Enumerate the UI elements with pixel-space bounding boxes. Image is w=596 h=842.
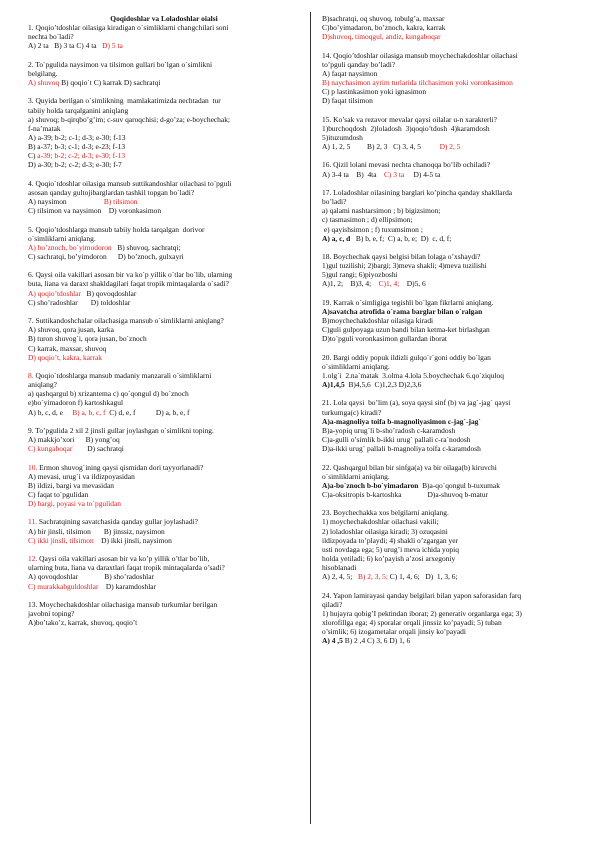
question-block xyxy=(322,591,572,646)
question-line xyxy=(28,115,300,124)
question-line xyxy=(28,243,300,252)
highlighted-answer-text: B) 2, 3, 5; xyxy=(357,572,388,582)
question-line xyxy=(322,371,572,380)
left-column xyxy=(28,14,300,636)
question-line xyxy=(28,334,300,343)
highlighted-answer-text: a-39; b-2; c-2; d-3; e-30; f-13 xyxy=(37,151,126,161)
question-text: f-na’matak xyxy=(28,123,61,133)
question-line xyxy=(322,51,572,60)
question-text: B)moychechakdoshlar oilasiga kiradi xyxy=(322,316,434,326)
question-line xyxy=(322,78,572,87)
question-line xyxy=(322,225,572,234)
highlighted-answer-text: A) qoqio’tdoshlar xyxy=(28,288,81,298)
question-text: o’simlik; 6) izogametalar orqali jinsiy ko’payadi xyxy=(322,627,466,637)
question-text: aniqlang? xyxy=(28,380,57,390)
question-text: qiladi? xyxy=(322,599,343,609)
question-line xyxy=(322,325,572,334)
highlighted-answer-text: C)1, 4; xyxy=(378,279,400,289)
right-question-list xyxy=(322,14,572,646)
question-line xyxy=(322,435,572,444)
question-text: e) qayishsimon ; f) tuxumsimon ; xyxy=(322,224,423,234)
highlighted-answer-text: D)shuvoq, timoqgul, andiz, kungaboqar xyxy=(322,32,441,42)
question-block xyxy=(28,463,300,509)
question-line xyxy=(322,380,572,389)
question-line xyxy=(322,261,572,270)
question-line xyxy=(28,179,300,188)
question-text: 1)gul tuzilishi; 2)bargi; 3)meva shakli; 4)meva tuzilishi xyxy=(322,261,487,271)
question-text: 17. Loladoshlar oilasining barglari ko’pincha qanday shakllarda xyxy=(322,187,513,197)
question-block xyxy=(322,115,572,152)
question-line xyxy=(28,572,300,581)
question-text: 1.olg`i 2.na`matak 3.olma 4.lola 5.boychechak 6.qo`ziquloq xyxy=(322,370,504,380)
question-line xyxy=(28,435,300,444)
question-text: A) qovoqdoshlar B) sho’radoshlar xyxy=(28,572,155,582)
question-line xyxy=(322,14,572,23)
question-line xyxy=(28,517,300,526)
question-line xyxy=(322,408,572,417)
question-block xyxy=(322,508,572,581)
question-text: A)1, 2; B)3, 4; xyxy=(322,279,379,289)
bold-answer-text: A)savatcha atrofida o`rama barglar bilan o`ralgan xyxy=(322,306,483,316)
question-text: D) sachratqi xyxy=(72,444,124,454)
question-line xyxy=(28,160,300,169)
question-line xyxy=(322,527,572,536)
question-line xyxy=(322,508,572,517)
column-divider xyxy=(310,12,311,824)
question-text: A) 3-4 ta B) 4ta xyxy=(322,169,384,179)
highlighted-answer-text: B) naychasimon ayrim turlarida tilchasimon yoki voronkasimon xyxy=(322,78,513,88)
question-text: A)bo’tako’z, karrak, shuvoq, qoqio’t xyxy=(28,618,138,628)
question-line xyxy=(322,545,572,554)
bold-answer-text: A) 4 ,5 xyxy=(322,636,343,646)
question-text: o`simliklarni aniqlang. xyxy=(28,233,96,243)
question-text: hisoblanadi xyxy=(322,563,357,573)
question-line xyxy=(322,618,572,627)
highlighted-answer-text: D) 5 ta xyxy=(102,41,123,51)
highlighted-answer-text: B) a, b, c, f xyxy=(72,407,106,417)
question-text: C) xyxy=(28,151,38,161)
highlighted-answer-text: D) 2, 5 xyxy=(439,142,461,152)
question-text: A) mevasi, urug`i va ildizpoyasidan xyxy=(28,471,135,481)
question-text: bo’ladi? xyxy=(322,197,347,207)
question-line xyxy=(322,206,572,215)
question-text: B)sachratqi, oq shuvoq, tobulg’a, maxsar xyxy=(322,14,445,23)
question-block xyxy=(322,298,572,344)
question-line xyxy=(28,32,300,41)
question-text: 20. Bargi oddiy popuk ildizli gulqo`r`goni oddiy bo`lgan xyxy=(322,352,491,362)
question-text: a) qalami nashtarsimon ; b) bigizsimon; xyxy=(322,206,441,216)
question-block xyxy=(322,398,572,453)
left-question-list xyxy=(28,23,300,627)
question-text: usti novdaga ega; 5) urug’i meva ichida yopiq xyxy=(322,544,459,554)
question-line xyxy=(28,325,300,334)
question-line xyxy=(322,636,572,645)
question-line xyxy=(28,124,300,133)
question-text: C) faqat to`pgulidan xyxy=(28,489,89,499)
question-line xyxy=(322,234,572,243)
question-text: a) qashqargul b) xrizantema c) qo`qongul d) bo`znoch xyxy=(28,389,189,399)
question-line xyxy=(322,115,572,124)
question-text: D) karamdoshlar xyxy=(98,581,157,591)
question-text: buta, liana va daraxt shakldagilari faqat tropik mintaqalarda o`sadi? xyxy=(28,279,229,289)
question-line xyxy=(322,609,572,618)
highlighted-answer-text: C) 3 ta xyxy=(383,169,405,179)
question-text: tabiiy holda tarqalganini aniqlang xyxy=(28,105,129,115)
question-line xyxy=(28,133,300,142)
question-text: B) b, e, f; C) a, b, e; D) c, d, f; xyxy=(350,233,452,243)
highlighted-answer-text: 12. xyxy=(28,554,38,564)
question-text: C) sachratqi, bo’yimdoron D) bo’znoch, gulxayri xyxy=(28,252,184,261)
question-line xyxy=(322,554,572,563)
question-text: 18. Boychechak qaysi belgisi bilan lolaga o’xshaydi? xyxy=(322,251,481,261)
question-block xyxy=(28,426,300,453)
question-line xyxy=(28,353,300,362)
question-text: 6. Qaysi oila vakillari asosan bir va ko`p yillik o`tlar bo`lib, ularning xyxy=(28,270,233,280)
question-text: xlorofillga ega; 4) sporalar orqali jinssiz ko’payadi; 5) tuban xyxy=(322,618,502,628)
question-text: 13. Moychechakdoshlar oilachasiga mansub turkumlar berilgan xyxy=(28,599,218,609)
question-line xyxy=(322,490,572,499)
question-line xyxy=(322,188,572,197)
question-line xyxy=(322,426,572,435)
question-text: to’pguli qanday bo’ladi? xyxy=(322,59,396,69)
question-text: holda yetiladi; 6) ko’payish a’zosi arxegoniy xyxy=(322,554,456,564)
question-line xyxy=(28,536,300,545)
question-text: A) shuvoq, qora jusan, karka xyxy=(28,325,114,335)
question-line xyxy=(28,582,300,591)
question-text: 2) loladoshlar oilasiga kiradi; 3) ozuqasini xyxy=(322,526,448,536)
question-text: C) p lastinkasimon yoki ignasimon xyxy=(322,87,427,97)
question-line xyxy=(322,279,572,288)
question-text: e)bo`yimadoron f) kartoshkagul xyxy=(28,398,124,408)
question-text: C) d, e, f D) a, b, e, f xyxy=(105,407,190,417)
question-text: ildizpoyada to’playdi; 4) shakli o’zgargan yer xyxy=(322,535,458,545)
question-line xyxy=(322,563,572,572)
question-line xyxy=(28,106,300,115)
question-text: B) turon shuvog`i, qora jusan, bo`znoch xyxy=(28,334,147,344)
question-text: A) 2, 4, 5; xyxy=(322,572,358,582)
question-line xyxy=(28,206,300,215)
question-line xyxy=(28,408,300,417)
question-text: C)a-gulli o’simlik b-ikki urug` pallali c-ra`nodosh xyxy=(322,435,471,445)
question-text: C) sho’radoshlar D) toldoshlar xyxy=(28,297,131,307)
question-text: 5)ituzumdosh xyxy=(322,133,363,142)
document-title: Qoqidoshlar va Loladoshlar oialsi xyxy=(110,14,218,23)
question-line xyxy=(28,527,300,536)
question-text: Qoqio`tdoshlarga mansub madaniy manzarali o`simliklarni xyxy=(33,370,212,380)
question-line xyxy=(322,572,572,581)
question-text: B) qovoqdoshlar xyxy=(80,288,137,298)
highlighted-answer-text: C) ikki jinsli, tilsimon xyxy=(28,535,94,545)
highlighted-answer-text: 11. xyxy=(28,517,38,527)
question-text: A) 1, 2, 5 B) 2, 3 C) 3, 4, 5 xyxy=(322,142,440,152)
question-block xyxy=(28,554,300,591)
highlighted-answer-text: D) bargi, poyasi va to`pgulidan xyxy=(28,499,122,509)
question-text: 24. Yapon lamirayasi qanday belgilari bilan yapon saforasidan farq xyxy=(322,590,522,600)
question-line xyxy=(28,298,300,307)
question-text: 1) moychechakdoshlar oilachasi vakili; xyxy=(322,517,439,527)
question-text: D) a-30; b-2; c-2; d-3; e-30; f-7 xyxy=(28,160,122,170)
question-line xyxy=(28,23,300,32)
question-text: A) a-39; b-2; c-1; d-3; e-30; f-13 xyxy=(28,133,126,142)
highlighted-answer-text: 8. xyxy=(28,370,34,380)
question-text: A) b, c, d, e xyxy=(28,407,73,417)
question-line xyxy=(28,563,300,572)
question-line xyxy=(28,444,300,453)
question-line xyxy=(322,124,572,133)
highlighted-answer-text: B) tilsimon xyxy=(103,197,138,207)
question-line xyxy=(322,215,572,224)
question-line xyxy=(28,380,300,389)
question-line xyxy=(28,41,300,50)
question-text: D)to`pguli voronkasimon gullardan iborat xyxy=(322,334,447,344)
question-line xyxy=(322,170,572,179)
question-text: asosan qanday gultojibarglardan tashkil topgan bo`ladi? xyxy=(28,187,195,197)
question-text: Sachratqining savatchasida qanday gullar joylashadi? xyxy=(37,517,198,527)
right-column xyxy=(322,14,572,655)
question-text: Ermon shuvog`ining qaysi qismidan dori tayyorlanadi? xyxy=(37,462,204,472)
question-line xyxy=(322,316,572,325)
question-block xyxy=(322,353,572,390)
question-text: B) ildizi, bargi va mevasidan xyxy=(28,480,114,490)
question-line xyxy=(322,23,572,32)
question-line xyxy=(28,142,300,151)
question-text: D)5, 6 xyxy=(399,279,426,289)
question-text: D) 4-5 ta xyxy=(404,169,441,179)
question-text: 2. To`pgulida naysimon va tilsimon gullari bo`lgan o`simlikni xyxy=(28,59,213,69)
question-line xyxy=(28,316,300,325)
question-block xyxy=(28,60,300,87)
question-text: B)4,5,6 C)1,2,3 D)2,3,6 xyxy=(344,380,422,390)
question-text: 1) hujayra qobig’I pektindan iborat; 2) generativ organlarga ega; 3) xyxy=(322,608,522,618)
question-text: Qaysi oila vakillari asosan bir va ko’p yillik o’tlar bo’lib, xyxy=(37,554,210,564)
question-block xyxy=(28,96,300,169)
question-line xyxy=(28,188,300,197)
question-line xyxy=(322,481,572,490)
question-block xyxy=(28,270,300,307)
question-block xyxy=(322,160,572,178)
question-text: 16. Qizil lolani mevasi nechta chanoqqa bo’lib ochiladi? xyxy=(322,160,491,170)
question-line xyxy=(322,444,572,453)
question-text: A) naysimon xyxy=(28,197,104,207)
question-line xyxy=(322,334,572,343)
question-line xyxy=(28,463,300,472)
question-line xyxy=(322,142,572,151)
question-text: 1)burchoqdosh 2)loladosh 3)qoqio’tdosh 4)karamdosh xyxy=(322,123,490,133)
question-line xyxy=(322,270,572,279)
question-line xyxy=(28,472,300,481)
question-line xyxy=(322,627,572,636)
question-line xyxy=(322,133,572,142)
question-block xyxy=(322,51,572,106)
question-block xyxy=(322,463,572,500)
question-text: belgilang. xyxy=(28,68,58,78)
question-line xyxy=(28,490,300,499)
question-line xyxy=(28,151,300,160)
question-text: C)a-oksitropis b-kartoshka D)a-shuvoq b-matur xyxy=(322,489,489,499)
question-block xyxy=(322,14,572,41)
question-block xyxy=(28,179,300,216)
question-text: 14. Qoqio’tdoshlar oilasiga mansub moychechakdoshlar oilachasi xyxy=(322,50,518,60)
question-line xyxy=(322,517,572,526)
bold-answer-text: A)a-bo`znoch b-bo`yimadaron xyxy=(322,480,419,490)
question-text: a) shuvoq; b-qirqbo’g’im; c-suv qaroqchisi; d-go’za; e-boychechak; xyxy=(28,114,230,124)
highlighted-answer-text: A) bo’znoch, bo`yimodoron xyxy=(28,242,112,252)
question-block xyxy=(28,316,300,362)
question-text: 7. Suttikandoshchalar oilachasiga mansub o`simliklarni aniqlang? xyxy=(28,316,224,326)
question-text: B)a-qo`qongul b-tuxumak xyxy=(418,480,500,490)
question-text: 15. Ko’sak va rezavor mevalar qaysi oilalar u-n xarakterli? xyxy=(322,114,497,124)
question-text: D) faqat tilsimon xyxy=(322,96,373,106)
question-block xyxy=(28,517,300,544)
highlighted-answer-text: C) kungaboqar xyxy=(28,444,73,454)
bold-answer-text: A)1,4,5 xyxy=(322,380,345,390)
question-line xyxy=(28,252,300,261)
question-line xyxy=(28,426,300,435)
question-text: javobni toping? xyxy=(28,608,75,618)
question-text: B)a-yopiq urug`li b-sho’radosh c-karamdosh xyxy=(322,425,456,435)
question-text: 5. Qoqio’tdoshlarga mansub tabiiy holda tarqalgan dorivor xyxy=(28,224,205,234)
question-line xyxy=(322,160,572,169)
question-block xyxy=(322,252,572,289)
question-block xyxy=(322,188,572,243)
question-text: c) tasmasimon ; d) ellipsimon; xyxy=(322,215,413,225)
question-text: ularning buta, liana va daraxtlari faqat tropik mintaqalarda o’sadi? xyxy=(28,563,225,573)
question-line xyxy=(28,499,300,508)
question-line xyxy=(28,225,300,234)
question-line xyxy=(28,60,300,69)
highlighted-answer-text: D) qoqio’t, kakra, karrak xyxy=(28,352,103,362)
question-text: D) ikki jinsli, naysimon xyxy=(93,535,172,545)
question-line xyxy=(28,270,300,279)
question-text: A) faqat naysimon xyxy=(322,68,378,78)
question-line xyxy=(28,69,300,78)
question-text: o`simliklarni aniqlang. xyxy=(322,361,390,371)
question-line xyxy=(322,307,572,316)
question-line xyxy=(28,398,300,407)
question-line xyxy=(28,234,300,243)
question-text: 22. Qashqargul bilan bir sinfga(a) va bir oilaga(b) kiruvchi xyxy=(322,462,497,472)
question-text: B) qoqio`t C) karrak D) sachratqi xyxy=(59,78,161,88)
question-line xyxy=(28,279,300,288)
question-line xyxy=(322,600,572,609)
question-line xyxy=(28,609,300,618)
question-line xyxy=(322,96,572,105)
question-line xyxy=(28,600,300,609)
question-text: 23. Boychechakka xos belgilarni aniqlang. xyxy=(322,508,449,518)
question-line xyxy=(28,96,300,105)
question-text: C) karrak, maxsar, shuvoq xyxy=(28,343,107,353)
question-line xyxy=(28,389,300,398)
question-line xyxy=(322,536,572,545)
question-text: D)a-ikki urug` pallali b-magnoliya toifa c-karamdosh xyxy=(322,444,481,454)
question-line xyxy=(322,463,572,472)
question-text: B) shuvoq, sachratqi; xyxy=(111,242,181,252)
bold-answer-text: A)a-magnoliya toifa b-magnoliyasimon c-jag`-jag` xyxy=(322,416,481,426)
question-line xyxy=(28,618,300,627)
question-text: 4. Qoqio`tdoshlar oilasiga mansub suttikandoshlar oilachasi to`pguli xyxy=(28,178,232,188)
question-text: 5)gul rangi; 6)piyozboshi xyxy=(322,270,398,280)
question-line xyxy=(322,32,572,41)
question-text: C)guli gulpoyaga uzun bandi bilan ketma-ket birlashgan xyxy=(322,325,490,335)
question-text: nechta bo`ladi? xyxy=(28,32,74,42)
question-line xyxy=(28,344,300,353)
question-line xyxy=(28,197,300,206)
question-block xyxy=(28,225,300,262)
highlighted-answer-text: 10. xyxy=(28,462,38,472)
question-text: C) tilsimon va naysimon D) voronkasimon xyxy=(28,206,162,216)
question-line xyxy=(322,69,572,78)
question-text: C) 1, 4, 6; D) 1, 3, 6; xyxy=(387,572,458,582)
question-line xyxy=(322,417,572,426)
question-text: A) makkjo’xori B) yong’oq xyxy=(28,435,120,445)
question-line xyxy=(28,371,300,380)
question-line xyxy=(322,298,572,307)
bold-answer-text: A) a, c, d xyxy=(322,233,351,243)
question-block xyxy=(28,23,300,50)
question-line xyxy=(28,289,300,298)
question-text: turkumga(c) kiradi? xyxy=(322,407,382,417)
highlighted-answer-text: C) murakkabguldoshlar xyxy=(28,581,99,591)
question-line xyxy=(322,87,572,96)
question-line xyxy=(322,252,572,261)
question-text: 1. Qoqio’tdoshlar oilasiga kiradigan o`simliklarni changchilari soni xyxy=(28,23,229,33)
question-text: o`simliklarni aniqlang. xyxy=(322,471,390,481)
question-line xyxy=(322,472,572,481)
question-block xyxy=(28,371,300,417)
question-text: B) 2 ,4 C) 3, 6 D) 1, 6 xyxy=(342,636,411,646)
question-text: 19. Karrak o`simligiga tegishli bo`lgan fikrlarni aniqlang. xyxy=(322,297,494,307)
question-text: A) 2 ta B) 3 ta C) 4 ta xyxy=(28,41,103,51)
question-text: B) a-37; b-3; c-1; d-3; e-23; f-13 xyxy=(28,142,126,152)
question-text: C)bo’yimadaron, bo’znoch, kakra, karrak xyxy=(322,23,446,33)
question-line xyxy=(322,60,572,69)
question-text: 21. Lola qaysi bo’lim (a), soya qaysi sinf (b) va jag`-jag` qaysi xyxy=(322,398,511,408)
question-line xyxy=(322,591,572,600)
question-line xyxy=(322,362,572,371)
question-line xyxy=(322,353,572,362)
question-text: 9. To’pgulida 2 xil 2 jinsli gullar joylashgan o`simlikni toping. xyxy=(28,425,214,435)
question-text: A) bir jinsli, tilsimon B) jinssiz, naysimon xyxy=(28,526,165,536)
question-line xyxy=(28,481,300,490)
question-line xyxy=(322,398,572,407)
question-line xyxy=(28,554,300,563)
question-line xyxy=(28,78,300,87)
question-line xyxy=(322,197,572,206)
highlighted-answer-text: A) shuvoq xyxy=(28,78,60,88)
question-text: 3. Quyida berilgan o`simlikning mamlakatimizda nechtadan tur xyxy=(28,96,221,106)
question-block xyxy=(28,600,300,627)
